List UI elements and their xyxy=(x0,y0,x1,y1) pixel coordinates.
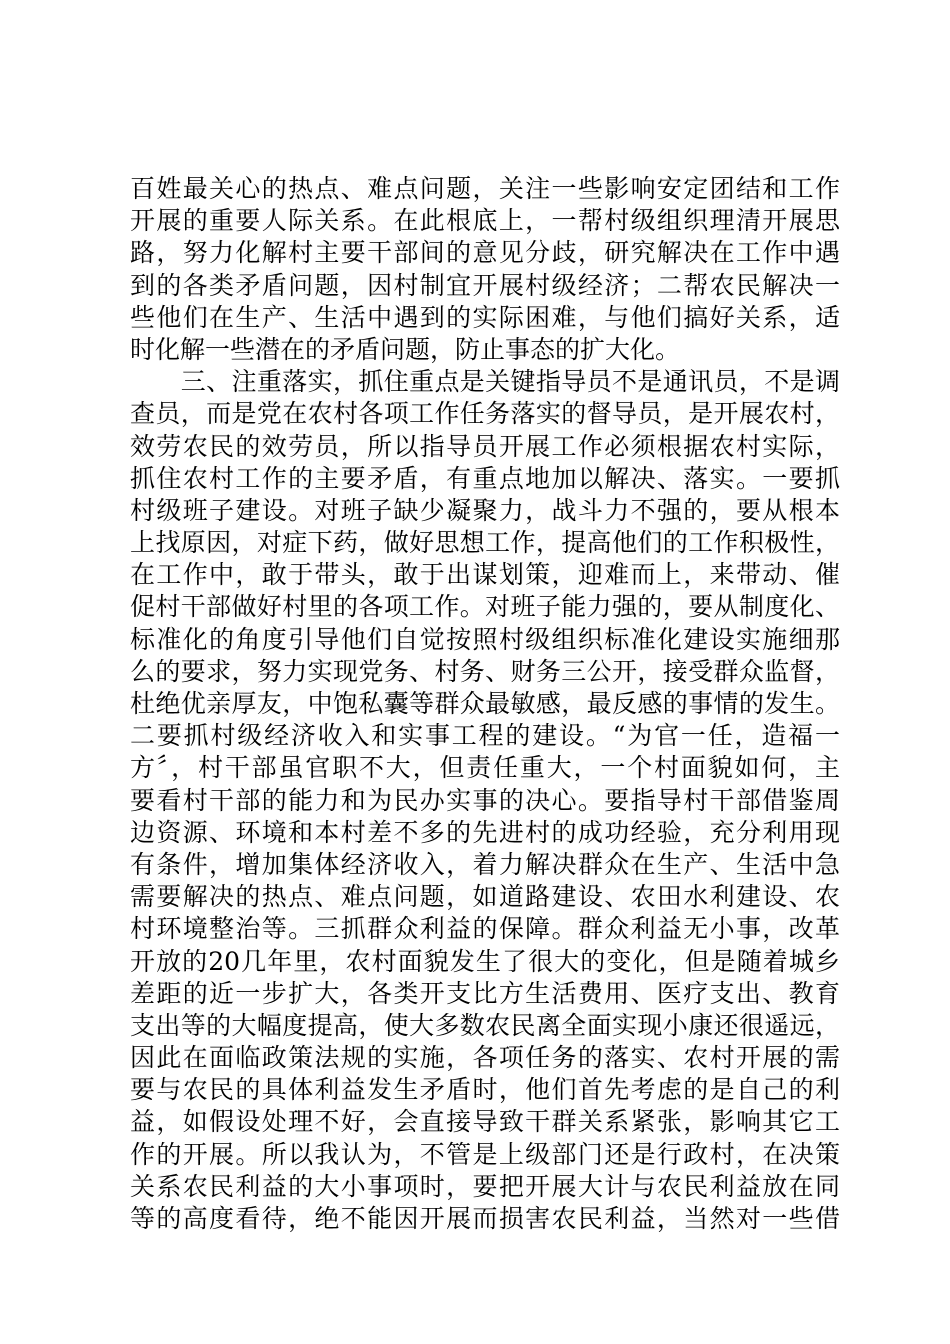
text-line: 边资源、环境和本村差不多的先进村的成功经验，充分利用现 xyxy=(130,817,840,847)
text-line: 标准化的角度引导他们自觉按照村级组织标准化建设实施细那 xyxy=(130,624,840,654)
text-line: 开展的重要人际关系。在此根底上，一帮村级组织理清开展思 xyxy=(130,206,840,236)
text-line: 关系农民利益的大小事项时，要把开展大计与农民利益放在同 xyxy=(130,1171,840,1201)
text-line: 有条件，增加集体经济收入，着力解决群众在生产、生活中急 xyxy=(130,849,840,879)
text-line: 百姓最关心的热点、难点问题，关注一些影响安定团结和工作 xyxy=(130,174,840,203)
text-line: 等的高度看待，绝不能因开展而损害农民利益，当然对一些借 xyxy=(130,1204,840,1233)
text-line: 作的开展。所以我认为，不管是上级部门还是行政村，在决策 xyxy=(130,1139,840,1169)
text-line: 要看村干部的能力和为民办实事的决心。要指导村干部借鉴周 xyxy=(130,785,840,815)
text-line: 差距的近一步扩大，各类开支比方生活费用、医疗支出、教育 xyxy=(130,978,840,1008)
paragraph-start-line: 三、注重落实，抓住重点是关键指导员不是通讯员，不是调 xyxy=(130,367,840,397)
text-line: 在工作中，敢于带头，敢于出谋划策，迎难而上，来带动、催 xyxy=(130,560,840,590)
text-line: 需要解决的热点、难点问题，如道路建设、农田水利建设、农 xyxy=(130,882,840,912)
text-line: 效劳农民的效劳员，所以指导员开展工作必须根据农村实际， xyxy=(130,431,840,461)
text-line: 些他们在生产、生活中遇到的实际困难，与他们搞好关系，适 xyxy=(130,302,840,332)
text-line: 促村干部做好村里的各项工作。对班子能力强的，要从制度化、 xyxy=(130,592,840,622)
text-line: 方〞，村干部虽官职不大，但责任重大，一个村面貌如何，主 xyxy=(130,753,840,783)
text-line: 要与农民的具体利益发生矛盾时，他们首先考虑的是自己的利 xyxy=(130,1075,840,1105)
body-text xyxy=(130,173,840,1235)
text-line: 抓住农村工作的主要矛盾，有重点地加以解决、落实。一要抓 xyxy=(130,463,840,493)
text-line: 到的各类矛盾问题，因村制宜开展村级经济；二帮农民解决一 xyxy=(130,270,840,300)
text-line: 么的要求，努力实现党务、村务、财务三公开，接受群众监督， xyxy=(130,656,840,686)
text-line: 开放的20几年里，农村面貌发生了很大的变化，但是随着城乡 xyxy=(130,946,840,976)
text-line: 上找原因，对症下药，做好思想工作，提高他们的工作积极性， xyxy=(130,528,840,558)
text-line: 支出等的大幅度提高，使大多数农民离全面实现小康还很遥远， xyxy=(130,1010,840,1040)
text-line: 二要抓村级经济收入和实事工程的建设。“为官一任，造福一 xyxy=(130,721,840,751)
text-line: 时化解一些潜在的矛盾问题，防止事态的扩大化。 xyxy=(130,334,681,364)
text-line: 杜绝优亲厚友，中饱私囊等群众最敏感，最反感的事情的发生。 xyxy=(130,689,840,718)
text-line: 益，如假设处理不好，会直接导致干群关系紧张，影响其它工 xyxy=(130,1107,840,1137)
text-line: 因此在面临政策法规的实施，各项任务的落实、农村开展的需 xyxy=(130,1043,840,1073)
text-line: 路，努力化解村主要干部间的意见分歧，研究解决在工作中遇 xyxy=(130,238,840,268)
text-line: 查员，而是党在农村各项工作任务落实的督导员，是开展农村， xyxy=(130,399,840,429)
text-line: 村环境整治等。三抓群众利益的保障。群众利益无小事，改革 xyxy=(130,914,840,944)
text-line: 村级班子建设。对班子缺少凝聚力，战斗力不强的，要从根本 xyxy=(130,495,840,525)
